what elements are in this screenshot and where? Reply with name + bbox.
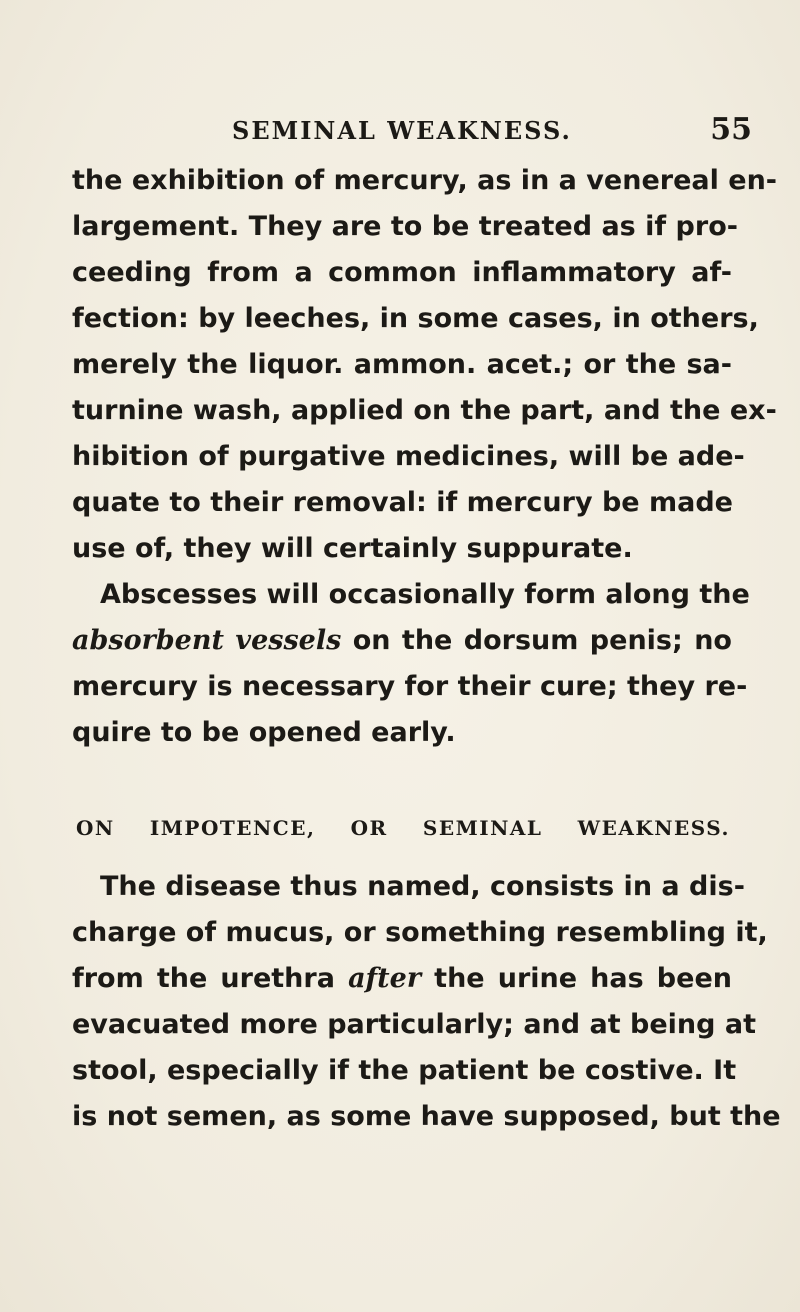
paragraph-impotence: [72, 864, 781, 1140]
running-header: [232, 112, 752, 156]
running-title: SEMINAL WEAKNESS.: [232, 116, 572, 145]
section-heading: ON IMPOTENCE, OR SEMINAL WEAKNESS.: [76, 816, 730, 840]
text-line: turnine wash, applied on the part, and the ex-: [72, 395, 777, 426]
text-line: hibition of purgative medicines, will be ade-: [72, 441, 745, 472]
text-line: mercury is necessary for their cure; they re-: [72, 671, 748, 702]
text-line: evacuated more particularly; and at being at: [72, 1009, 756, 1040]
text-line: the exhibition of mercury, as in a venereal en-: [72, 165, 777, 196]
text-span: on the dorsum penis; no: [341, 625, 732, 656]
italic-term: absorbent vessels: [72, 625, 342, 656]
text-line: fection: by leeches, in some cases, in others,: [72, 303, 759, 334]
text-line: quire to be opened early.: [72, 717, 456, 748]
text-line: stool, especially if the patient be costive. It: [72, 1055, 737, 1086]
text-line: The disease thus named, consists in a dis-: [100, 871, 745, 902]
text-span: from the urethra: [72, 963, 349, 994]
page-number: 55: [710, 112, 752, 147]
text-line: Abscesses will occasionally form along the: [100, 579, 750, 610]
text-line: largement. They are to be treated as if pro-: [72, 211, 738, 242]
text-line: [72, 618, 732, 664]
text-span: the urine has been: [421, 963, 732, 994]
text-line: merely the liquor. ammon. acet.; or the sa-: [72, 349, 732, 380]
italic-term: after: [348, 963, 422, 994]
text-line: quate to their removal: if mercury be made: [72, 487, 733, 518]
paragraph-abscesses: [72, 572, 750, 756]
paragraph-mercury-treatment: [72, 158, 777, 572]
text-line: use of, they will certainly suppurate.: [72, 533, 633, 564]
text-line: [72, 956, 732, 1002]
text-line: charge of mucus, or something resembling it,: [72, 917, 768, 948]
text-line: is not semen, as some have supposed, but the: [72, 1101, 781, 1132]
text-line: ceeding from a common inflammatory af-: [72, 257, 732, 288]
